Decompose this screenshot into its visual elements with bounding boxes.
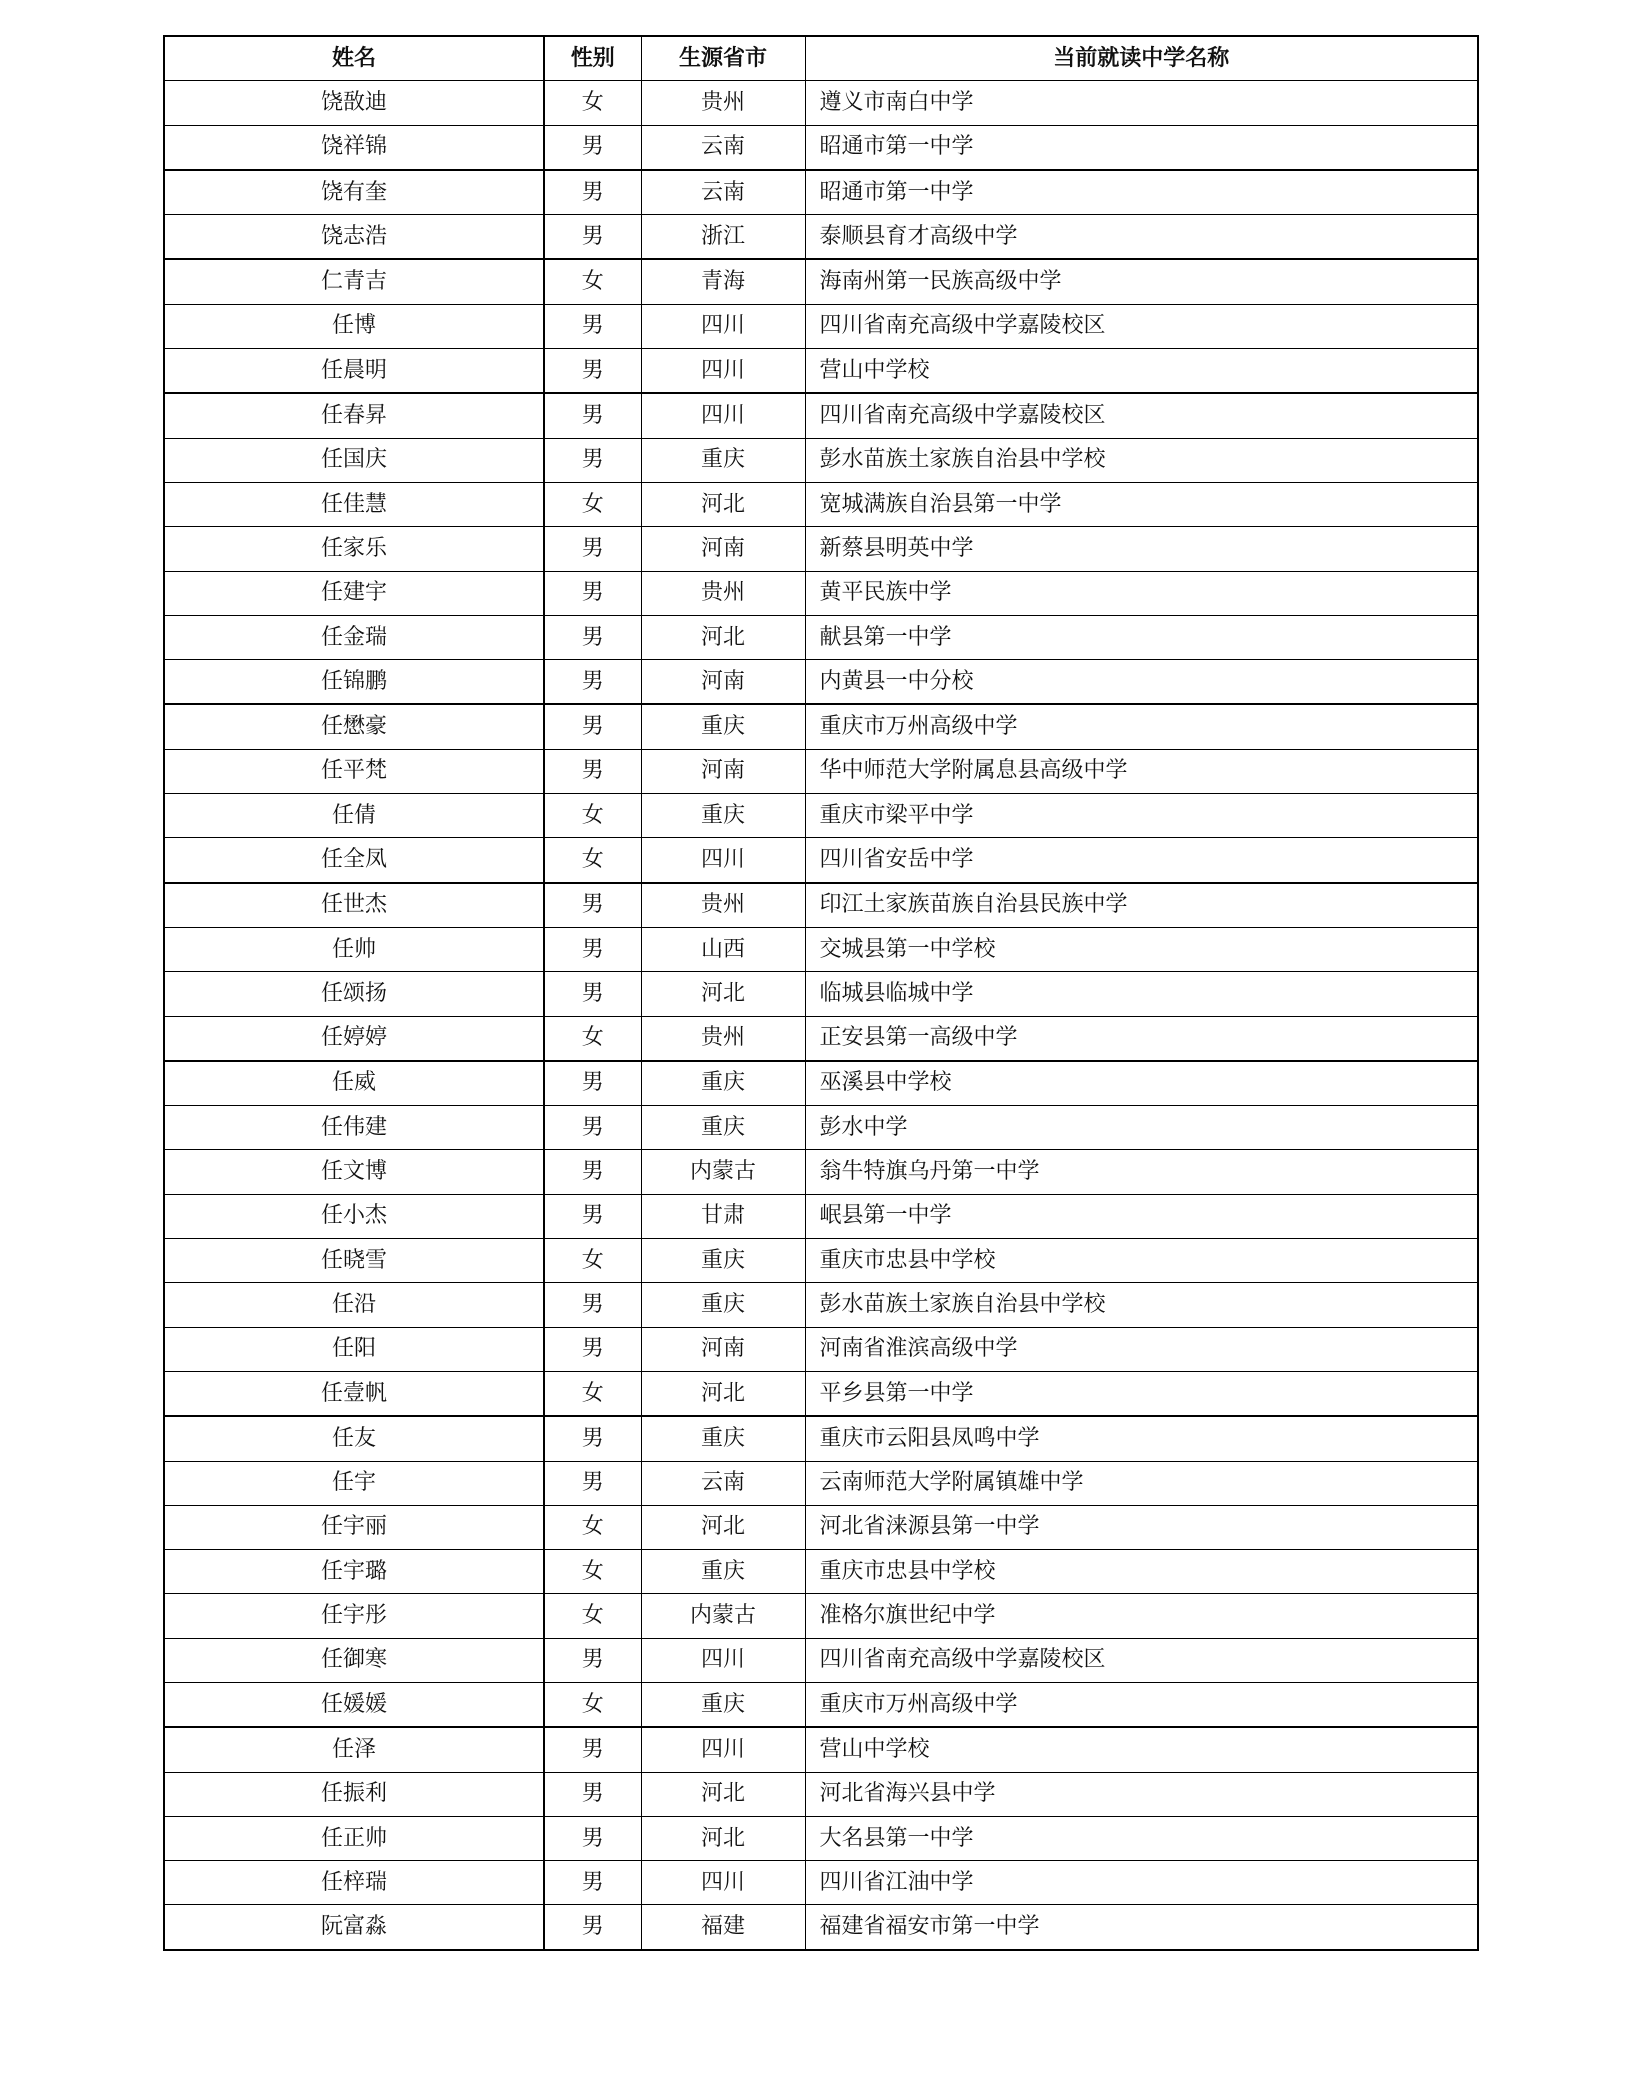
cell-name: 饶敔迪	[164, 81, 544, 125]
cell-school: 准格尔旗世纪中学	[805, 1594, 1478, 1638]
cell-gender: 女	[544, 259, 641, 304]
cell-name: 任文博	[164, 1150, 544, 1194]
cell-school: 重庆市忠县中学校	[805, 1239, 1478, 1283]
cell-province: 河南	[641, 1327, 805, 1371]
cell-gender: 女	[544, 81, 641, 125]
cell-gender: 男	[544, 1905, 641, 1950]
cell-school: 四川省南充高级中学嘉陵校区	[805, 393, 1478, 438]
cell-name: 任振利	[164, 1772, 544, 1816]
table-row	[164, 1239, 1478, 1283]
cell-gender: 男	[544, 527, 641, 571]
cell-gender: 男	[544, 1861, 641, 1905]
cell-school: 彭水苗族土家族自治县中学校	[805, 1283, 1478, 1327]
cell-name: 任威	[164, 1061, 544, 1106]
cell-school: 河北省海兴县中学	[805, 1772, 1478, 1816]
cell-name: 任春昇	[164, 393, 544, 438]
cell-gender: 男	[544, 749, 641, 793]
cell-school: 福建省福安市第一中学	[805, 1905, 1478, 1950]
cell-province: 四川	[641, 304, 805, 348]
cell-school: 四川省南充高级中学嘉陵校区	[805, 304, 1478, 348]
cell-gender: 男	[544, 170, 641, 215]
cell-school: 巫溪县中学校	[805, 1061, 1478, 1106]
cell-school: 昭通市第一中学	[805, 125, 1478, 170]
cell-province: 重庆	[641, 1239, 805, 1283]
cell-school: 营山中学校	[805, 349, 1478, 394]
cell-name: 任梓瑞	[164, 1861, 544, 1905]
cell-name: 任媛媛	[164, 1682, 544, 1727]
table-row	[164, 438, 1478, 482]
cell-gender: 男	[544, 304, 641, 348]
cell-gender: 女	[544, 1239, 641, 1283]
cell-gender: 男	[544, 1283, 641, 1327]
table-row	[164, 125, 1478, 170]
table-row	[164, 1461, 1478, 1505]
cell-gender: 男	[544, 1106, 641, 1150]
cell-province: 重庆	[641, 794, 805, 838]
table-row	[164, 527, 1478, 571]
cell-province: 河北	[641, 1505, 805, 1549]
table-row	[164, 1194, 1478, 1238]
cell-name: 任倩	[164, 794, 544, 838]
cell-province: 重庆	[641, 1283, 805, 1327]
table-row	[164, 1150, 1478, 1194]
cell-name: 任全凤	[164, 838, 544, 883]
cell-name: 任帅	[164, 927, 544, 971]
cell-gender: 男	[544, 1150, 641, 1194]
header-gender: 性别	[544, 36, 641, 81]
cell-province: 四川	[641, 1727, 805, 1772]
cell-name: 任博	[164, 304, 544, 348]
cell-province: 四川	[641, 1861, 805, 1905]
cell-gender: 男	[544, 215, 641, 260]
table-row	[164, 660, 1478, 705]
table-row	[164, 1416, 1478, 1461]
cell-province: 贵州	[641, 1016, 805, 1061]
table-row	[164, 571, 1478, 615]
table-row	[164, 81, 1478, 125]
header-school: 当前就读中学名称	[805, 36, 1478, 81]
cell-province: 河北	[641, 1816, 805, 1860]
cell-province: 内蒙古	[641, 1150, 805, 1194]
cell-province: 河南	[641, 527, 805, 571]
cell-province: 河南	[641, 660, 805, 705]
cell-name: 任颂扬	[164, 972, 544, 1016]
cell-province: 福建	[641, 1905, 805, 1950]
cell-school: 河南省淮滨高级中学	[805, 1327, 1478, 1371]
cell-province: 重庆	[641, 1682, 805, 1727]
cell-school: 四川省江油中学	[805, 1861, 1478, 1905]
cell-name: 任正帅	[164, 1816, 544, 1860]
cell-name: 任伟建	[164, 1106, 544, 1150]
cell-school: 重庆市梁平中学	[805, 794, 1478, 838]
cell-school: 宽城满族自治县第一中学	[805, 482, 1478, 526]
cell-province: 河北	[641, 1371, 805, 1416]
cell-name: 仁青吉	[164, 259, 544, 304]
table-row	[164, 1638, 1478, 1682]
cell-name: 任国庆	[164, 438, 544, 482]
table-row	[164, 1061, 1478, 1106]
cell-gender: 男	[544, 883, 641, 928]
table-row	[164, 259, 1478, 304]
table-row	[164, 927, 1478, 971]
cell-school: 正安县第一高级中学	[805, 1016, 1478, 1061]
cell-province: 内蒙古	[641, 1594, 805, 1638]
cell-province: 河北	[641, 615, 805, 659]
table-row	[164, 1327, 1478, 1371]
table-row	[164, 1106, 1478, 1150]
cell-school: 岷县第一中学	[805, 1194, 1478, 1238]
cell-school: 印江土家族苗族自治县民族中学	[805, 883, 1478, 928]
cell-name: 饶有奎	[164, 170, 544, 215]
table-row	[164, 1371, 1478, 1416]
cell-province: 云南	[641, 125, 805, 170]
cell-gender: 女	[544, 1371, 641, 1416]
cell-school: 四川省安岳中学	[805, 838, 1478, 883]
cell-name: 任婷婷	[164, 1016, 544, 1061]
cell-gender: 男	[544, 1638, 641, 1682]
cell-name: 任晨明	[164, 349, 544, 394]
cell-name: 任宇丽	[164, 1505, 544, 1549]
cell-name: 饶祥锦	[164, 125, 544, 170]
cell-name: 任佳慧	[164, 482, 544, 526]
cell-school: 遵义市南白中学	[805, 81, 1478, 125]
table-row	[164, 170, 1478, 215]
cell-name: 任宇璐	[164, 1550, 544, 1594]
cell-gender: 女	[544, 1682, 641, 1727]
table-row	[164, 883, 1478, 928]
cell-school: 重庆市万州高级中学	[805, 704, 1478, 749]
cell-gender: 女	[544, 1550, 641, 1594]
cell-school: 华中师范大学附属息县高级中学	[805, 749, 1478, 793]
table-header-row	[164, 36, 1478, 81]
cell-province: 重庆	[641, 1106, 805, 1150]
cell-province: 甘肃	[641, 1194, 805, 1238]
cell-gender: 男	[544, 1772, 641, 1816]
cell-school: 新蔡县明英中学	[805, 527, 1478, 571]
cell-province: 贵州	[641, 883, 805, 928]
table-row	[164, 1816, 1478, 1860]
cell-school: 海南州第一民族高级中学	[805, 259, 1478, 304]
cell-gender: 女	[544, 482, 641, 526]
cell-province: 青海	[641, 259, 805, 304]
cell-gender: 男	[544, 615, 641, 659]
table-row	[164, 304, 1478, 348]
cell-school: 献县第一中学	[805, 615, 1478, 659]
table-row	[164, 794, 1478, 838]
cell-province: 云南	[641, 1461, 805, 1505]
table-row	[164, 393, 1478, 438]
cell-school: 黄平民族中学	[805, 571, 1478, 615]
cell-gender: 男	[544, 1327, 641, 1371]
table-row	[164, 1772, 1478, 1816]
cell-name: 任宇	[164, 1461, 544, 1505]
cell-gender: 男	[544, 125, 641, 170]
cell-name: 任家乐	[164, 527, 544, 571]
table-row	[164, 1905, 1478, 1950]
table-row	[164, 1682, 1478, 1727]
cell-name: 任沿	[164, 1283, 544, 1327]
table-row	[164, 972, 1478, 1016]
cell-province: 云南	[641, 170, 805, 215]
cell-province: 四川	[641, 838, 805, 883]
cell-school: 泰顺县育才高级中学	[805, 215, 1478, 260]
cell-province: 重庆	[641, 438, 805, 482]
cell-school: 大名县第一中学	[805, 1816, 1478, 1860]
cell-name: 任泽	[164, 1727, 544, 1772]
cell-school: 重庆市万州高级中学	[805, 1682, 1478, 1727]
cell-school: 临城县临城中学	[805, 972, 1478, 1016]
cell-gender: 男	[544, 393, 641, 438]
cell-name: 任晓雪	[164, 1239, 544, 1283]
header-name: 姓名	[164, 36, 544, 81]
cell-province: 四川	[641, 349, 805, 394]
cell-province: 重庆	[641, 1550, 805, 1594]
cell-school: 翁牛特旗乌丹第一中学	[805, 1150, 1478, 1194]
cell-province: 贵州	[641, 571, 805, 615]
cell-school: 河北省涞源县第一中学	[805, 1505, 1478, 1549]
cell-gender: 男	[544, 660, 641, 705]
table-row	[164, 615, 1478, 659]
cell-province: 重庆	[641, 1061, 805, 1106]
cell-province: 四川	[641, 1638, 805, 1682]
cell-name: 任壹帆	[164, 1371, 544, 1416]
table-row	[164, 1727, 1478, 1772]
table-row	[164, 1861, 1478, 1905]
cell-name: 任小杰	[164, 1194, 544, 1238]
table-row	[164, 838, 1478, 883]
cell-name: 任御寒	[164, 1638, 544, 1682]
table-row	[164, 349, 1478, 394]
cell-name: 饶志浩	[164, 215, 544, 260]
cell-province: 山西	[641, 927, 805, 971]
cell-gender: 女	[544, 838, 641, 883]
cell-province: 重庆	[641, 1416, 805, 1461]
header-province: 生源省市	[641, 36, 805, 81]
cell-gender: 男	[544, 1194, 641, 1238]
cell-province: 重庆	[641, 704, 805, 749]
cell-gender: 女	[544, 1505, 641, 1549]
table-row	[164, 1505, 1478, 1549]
table-row	[164, 1283, 1478, 1327]
cell-name: 任锦鹏	[164, 660, 544, 705]
cell-school: 内黄县一中分校	[805, 660, 1478, 705]
cell-gender: 女	[544, 794, 641, 838]
cell-school: 营山中学校	[805, 1727, 1478, 1772]
student-table	[163, 35, 1479, 1951]
cell-gender: 男	[544, 1816, 641, 1860]
cell-school: 昭通市第一中学	[805, 170, 1478, 215]
cell-school: 四川省南充高级中学嘉陵校区	[805, 1638, 1478, 1682]
cell-name: 任世杰	[164, 883, 544, 928]
cell-gender: 男	[544, 1727, 641, 1772]
table-row	[164, 215, 1478, 260]
cell-school: 平乡县第一中学	[805, 1371, 1478, 1416]
cell-province: 河南	[641, 749, 805, 793]
cell-gender: 男	[544, 972, 641, 1016]
cell-province: 浙江	[641, 215, 805, 260]
cell-gender: 男	[544, 438, 641, 482]
cell-gender: 男	[544, 1461, 641, 1505]
cell-province: 河北	[641, 972, 805, 1016]
cell-gender: 男	[544, 1061, 641, 1106]
cell-name: 任懋豪	[164, 704, 544, 749]
cell-name: 任建宇	[164, 571, 544, 615]
cell-province: 河北	[641, 482, 805, 526]
table-body	[164, 81, 1478, 1950]
cell-name: 任宇彤	[164, 1594, 544, 1638]
cell-school: 重庆市云阳县凤鸣中学	[805, 1416, 1478, 1461]
table-row	[164, 1016, 1478, 1061]
cell-school: 重庆市忠县中学校	[805, 1550, 1478, 1594]
cell-gender: 女	[544, 1016, 641, 1061]
cell-province: 河北	[641, 1772, 805, 1816]
cell-gender: 男	[544, 927, 641, 971]
table-row	[164, 1594, 1478, 1638]
cell-province: 贵州	[641, 81, 805, 125]
table-row	[164, 1550, 1478, 1594]
table-row	[164, 482, 1478, 526]
table-row	[164, 749, 1478, 793]
cell-school: 云南师范大学附属镇雄中学	[805, 1461, 1478, 1505]
cell-gender: 女	[544, 1594, 641, 1638]
cell-gender: 男	[544, 349, 641, 394]
cell-province: 四川	[641, 393, 805, 438]
cell-name: 阮富淼	[164, 1905, 544, 1950]
cell-name: 任金瑞	[164, 615, 544, 659]
cell-gender: 男	[544, 704, 641, 749]
cell-school: 彭水中学	[805, 1106, 1478, 1150]
cell-name: 任阳	[164, 1327, 544, 1371]
cell-school: 彭水苗族土家族自治县中学校	[805, 438, 1478, 482]
cell-gender: 男	[544, 1416, 641, 1461]
cell-name: 任友	[164, 1416, 544, 1461]
table-row	[164, 704, 1478, 749]
cell-name: 任平梵	[164, 749, 544, 793]
cell-gender: 男	[544, 571, 641, 615]
cell-school: 交城县第一中学校	[805, 927, 1478, 971]
